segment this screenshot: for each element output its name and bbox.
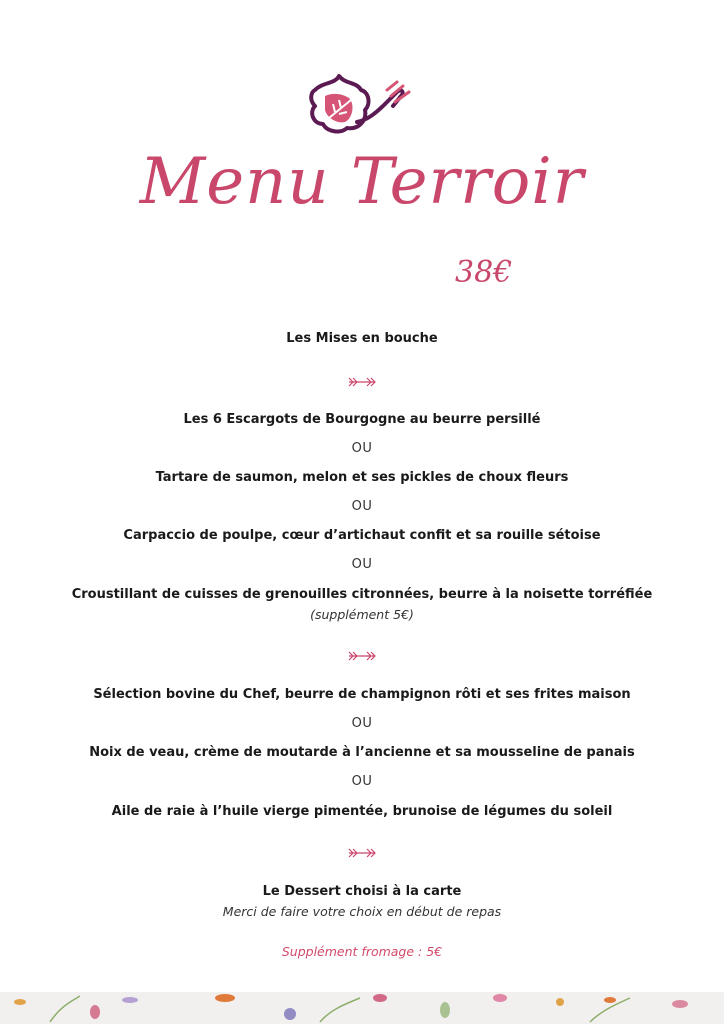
menu-title: Menu Terroir <box>139 145 585 219</box>
floral-pattern-icon <box>0 992 724 1024</box>
entree-4: Croustillant de cuisses de grenouilles citronnées, beurre à la noisette torréfiée <box>71 587 653 602</box>
entree-1: Les 6 Escargots de Bourgogne au beurre persillé <box>183 412 541 427</box>
arrow-divider-icon <box>347 376 377 388</box>
mises-en-bouche: Les Mises en bouche <box>286 331 438 346</box>
separator-ou: OU <box>351 716 373 731</box>
arrow-divider-icon <box>347 650 377 662</box>
entree-2: Tartare de saumon, melon et ses pickles de choux fleurs <box>155 470 569 485</box>
menu-price: 38€ <box>455 255 513 290</box>
separator-ou: OU <box>351 774 373 789</box>
plat-1: Sélection bovine du Chef, beurre de champignon rôti et ses frites maison <box>93 687 631 702</box>
entree-supplement: (supplément 5€) <box>310 607 414 622</box>
entree-3: Carpaccio de poulpe, cœur d’artichaut confit et sa rouille sétoise <box>123 528 601 543</box>
separator-ou: OU <box>351 557 373 572</box>
dessert: Le Dessert choisi à la carte <box>262 884 462 899</box>
leaf-and-hand-logo-icon <box>305 70 417 138</box>
plat-3: Aile de raie à l’huile vierge pimentée, brunoise de légumes du soleil <box>111 804 613 819</box>
dessert-note: Merci de faire votre choix en début de repas <box>222 904 502 919</box>
arrow-divider-icon <box>347 847 377 859</box>
fromage-supplement: Supplément fromage : 5€ <box>281 944 443 959</box>
plat-2: Noix de veau, crème de moutarde à l’ancienne et sa mousseline de panais <box>89 745 635 760</box>
floral-footer <box>0 992 724 1024</box>
separator-ou: OU <box>351 499 373 514</box>
separator-ou: OU <box>351 441 373 456</box>
